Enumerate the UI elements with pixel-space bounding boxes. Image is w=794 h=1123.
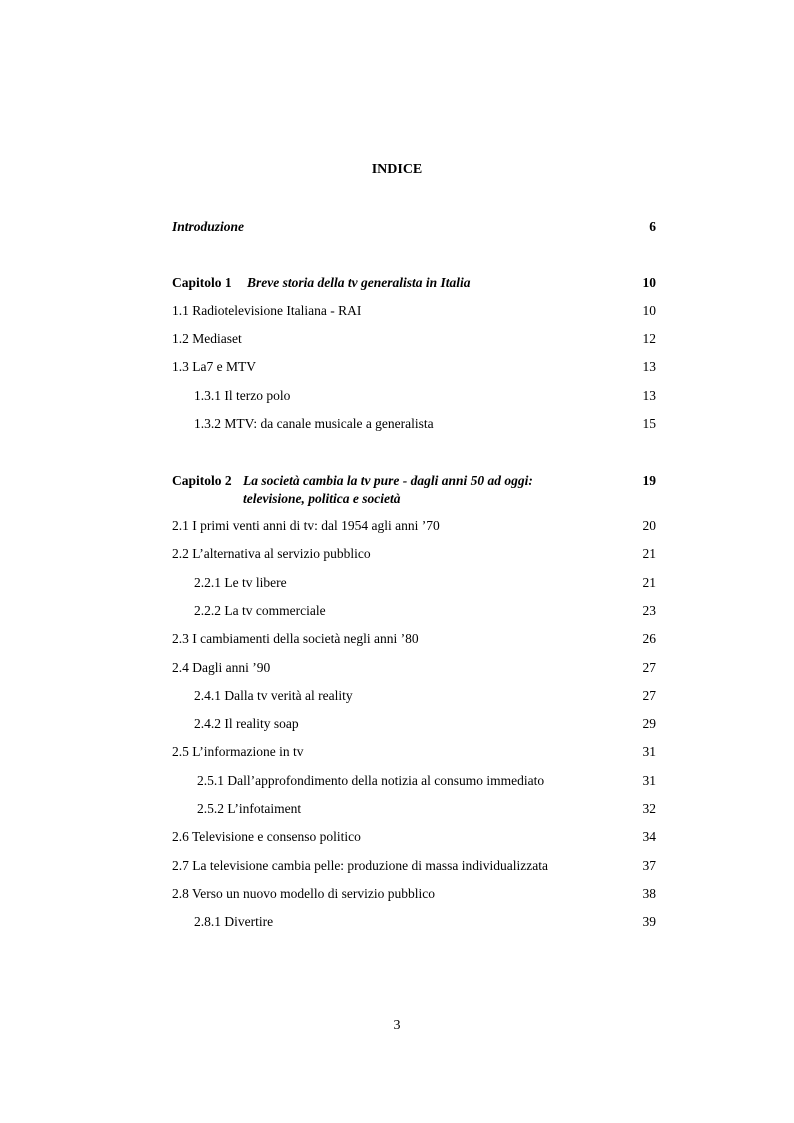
- chapter-title-line-2: televisione, politica e società: [243, 491, 401, 506]
- toc-subentry[interactable]: [172, 716, 656, 736]
- toc-entry-label: 2.8 Verso un nuovo modello di servizio pubblico: [172, 886, 435, 901]
- toc-entry-page: 21: [642, 575, 656, 590]
- toc-entry-label: 1.2 Mediaset: [172, 331, 242, 346]
- toc-subentry[interactable]: [172, 575, 656, 595]
- toc-subentry[interactable]: [172, 914, 656, 934]
- toc-entry-page: 31: [642, 744, 656, 759]
- toc-entry-label: 1.3.2 MTV: da canale musicale a generalista: [194, 416, 434, 431]
- chapter-label: Capitolo 1: [172, 275, 232, 290]
- toc-entry-label: 1.3 La7 e MTV: [172, 359, 256, 374]
- toc-entry-page: 39: [642, 914, 656, 929]
- toc-entry-page: 34: [642, 829, 656, 844]
- toc-entry[interactable]: [172, 359, 656, 379]
- toc-entry-label: 1.1 Radiotelevisione Italiana - RAI: [172, 303, 362, 318]
- toc-entry-introduzione[interactable]: [172, 219, 656, 239]
- toc-entry[interactable]: [172, 631, 656, 651]
- toc-entry-label: 2.6 Televisione e consenso politico: [172, 829, 361, 844]
- toc-entry-label: 2.5 L’informazione in tv: [172, 744, 304, 759]
- toc-entry-label: 2.5.2 L’infotaiment: [197, 801, 302, 816]
- toc-entry-label: 2.7 La televisione cambia pelle: produzione di massa individualizzata: [172, 858, 548, 873]
- toc-entry[interactable]: [172, 518, 656, 538]
- toc-entry-label: 2.2.2 La tv commerciale: [194, 603, 326, 618]
- toc-entry-page: 20: [642, 518, 656, 533]
- toc-entry-page: 13: [642, 388, 656, 403]
- toc-entry[interactable]: [172, 303, 656, 323]
- toc-entry-page: 15: [642, 416, 656, 431]
- toc-entry-page: 6: [649, 219, 656, 234]
- toc-entry-page: 19: [642, 473, 656, 488]
- toc-title: INDICE: [371, 162, 423, 177]
- toc-entry-page: 31: [642, 773, 656, 788]
- toc-entry[interactable]: [172, 886, 656, 906]
- toc-entry-page: 10: [642, 303, 656, 318]
- toc-entry-label: 2.5.1 Dall’approfondimento della notizia al consumo immediato: [197, 773, 545, 788]
- toc-chapter-2[interactable]: [172, 473, 656, 513]
- toc-entry-page: 32: [642, 801, 656, 816]
- toc-entry-label: 1.3.1 Il terzo polo: [194, 388, 291, 403]
- toc-entry-label: 2.4.1 Dalla tv verità al reality: [194, 688, 353, 703]
- toc-entry-page: 12: [642, 331, 656, 346]
- toc-entry-label: 2.3 I cambiamenti della società negli anni ’80: [172, 631, 419, 646]
- toc-entry-label: 2.4 Dagli anni ’90: [172, 660, 271, 675]
- toc-entry-label: 2.2 L’alternativa al servizio pubblico: [172, 546, 371, 561]
- toc-entry-label: 2.8.1 Divertire: [194, 914, 274, 929]
- toc-subentry[interactable]: [172, 603, 656, 623]
- toc-entry-page: 21: [642, 546, 656, 561]
- toc-subentry[interactable]: [172, 388, 656, 408]
- toc-entry-label: Introduzione: [172, 219, 245, 234]
- toc-entry[interactable]: [172, 858, 656, 878]
- toc-entry[interactable]: [172, 829, 656, 849]
- toc-entry-page: 38: [642, 886, 656, 901]
- toc-subentry[interactable]: [172, 688, 656, 708]
- toc-chapter-1[interactable]: [172, 275, 656, 295]
- toc-entry[interactable]: [172, 331, 656, 351]
- toc-entry-label: 2.2.1 Le tv libere: [194, 575, 287, 590]
- chapter-title: Breve storia della tv generalista in Italia: [247, 275, 471, 290]
- page-number: 3: [393, 1018, 401, 1033]
- chapter-title-line-1: La società cambia la tv pure - dagli anni 50 ad oggi:: [243, 473, 533, 488]
- toc-entry-label: 2.4.2 Il reality soap: [194, 716, 299, 731]
- toc-entry-page: 26: [642, 631, 656, 646]
- toc-entry-page: 13: [642, 359, 656, 374]
- toc-entry-page: 23: [642, 603, 656, 618]
- toc-entry-page: 27: [642, 660, 656, 675]
- chapter-label: Capitolo 2: [172, 473, 232, 488]
- toc-subentry[interactable]: [172, 416, 656, 436]
- toc-entry[interactable]: [172, 546, 656, 566]
- toc-subentry[interactable]: [172, 801, 656, 821]
- toc-entry[interactable]: [172, 660, 656, 680]
- toc-entry-page: 27: [642, 688, 656, 703]
- toc-subentry[interactable]: [172, 773, 656, 793]
- toc-entry-label: 2.1 I primi venti anni di tv: dal 1954 agli anni ’70: [172, 518, 440, 533]
- toc-entry-page: 10: [642, 275, 656, 290]
- toc-entry[interactable]: [172, 744, 656, 764]
- toc-entry-page: 37: [642, 858, 656, 873]
- toc-entry-page: 29: [642, 716, 656, 731]
